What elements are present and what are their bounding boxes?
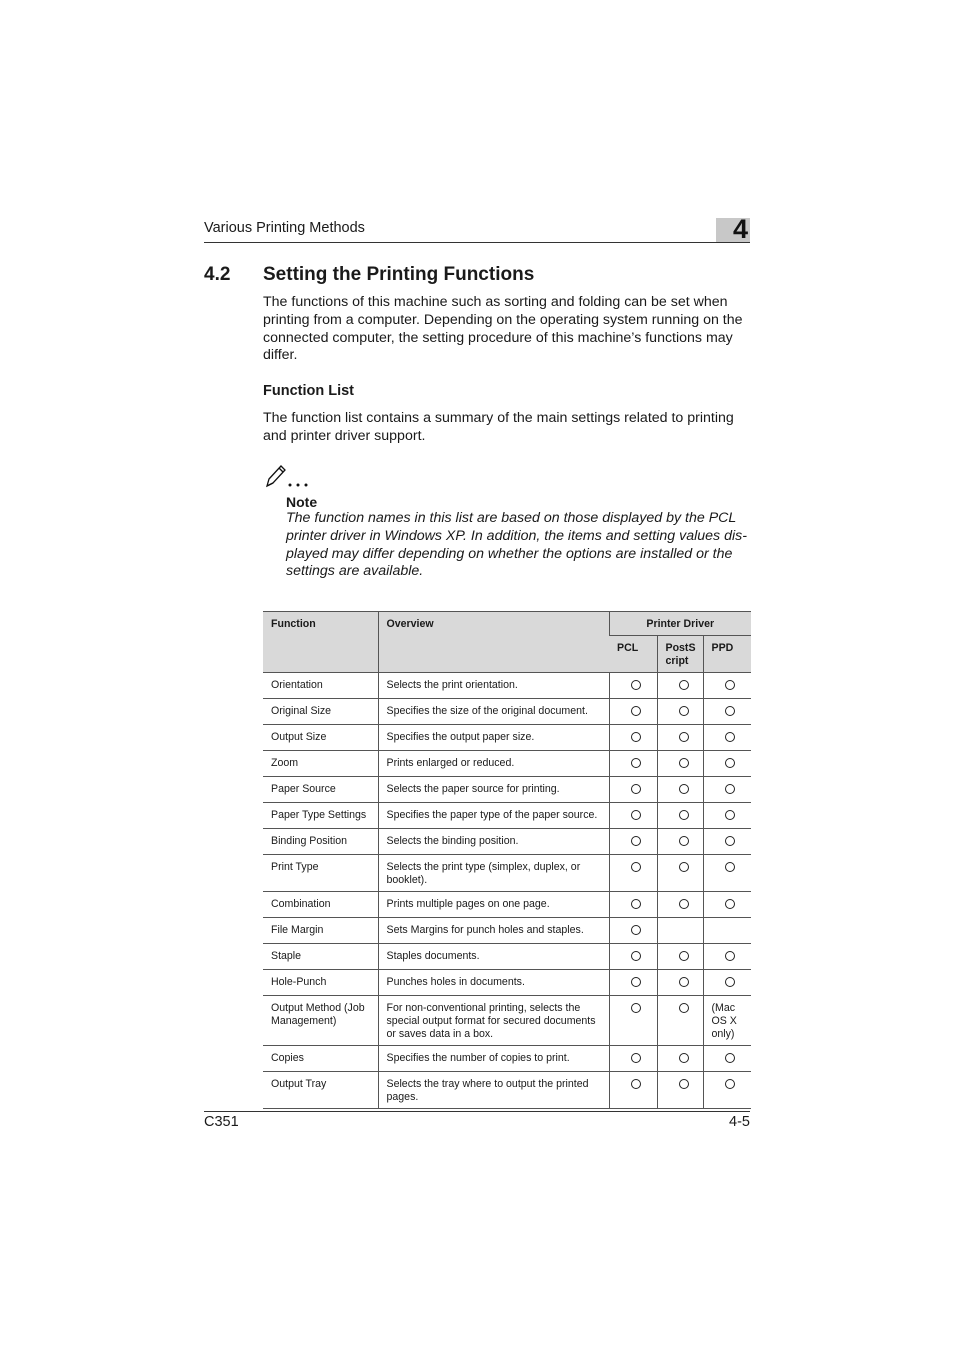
pcl-cell [609, 803, 657, 829]
overview-cell: Specifies the output paper size. [378, 725, 609, 751]
ppd-cell [703, 1046, 751, 1072]
circle-supported-icon [679, 1079, 689, 1089]
pcl-cell [609, 699, 657, 725]
header-overview: Overview [378, 612, 609, 673]
function-cell: Staple [263, 944, 378, 970]
circle-supported-icon [631, 810, 641, 820]
ppd-cell [703, 1072, 751, 1109]
circle-supported-icon [631, 784, 641, 794]
circle-supported-icon [725, 951, 735, 961]
ppd-cell [703, 944, 751, 970]
postscript-cell [657, 725, 703, 751]
overview-cell: Sets Margins for punch holes and staples. [378, 918, 609, 944]
circle-supported-icon [725, 1053, 735, 1063]
table-row [263, 892, 751, 918]
circle-supported-icon [679, 1003, 689, 1013]
function-cell: Hole-Punch [263, 970, 378, 996]
postscript-cell [657, 892, 703, 918]
note-text: The function names in this list are based on those displayed by the PCL printer driver in Windows XP. In addition, the items and setting values dis-played may differ depending on whether the options are installed or the settings are available. [286, 510, 747, 580]
function-cell: Output Tray [263, 1072, 378, 1109]
postscript-cell [657, 996, 703, 1046]
function-table [263, 611, 751, 1109]
ppd-cell [703, 970, 751, 996]
circle-supported-icon [679, 810, 689, 820]
ppd-cell [703, 751, 751, 777]
pcl-cell [609, 970, 657, 996]
function-cell: Print Type [263, 855, 378, 892]
circle-supported-icon [725, 758, 735, 768]
overview-cell: Selects the paper source for printing. [378, 777, 609, 803]
function-cell: Zoom [263, 751, 378, 777]
overview-cell: Selects the tray where to output the printed pages. [378, 1072, 609, 1109]
header-postscript: PostS cript [657, 636, 703, 673]
circle-supported-icon [725, 1079, 735, 1089]
postscript-cell [657, 829, 703, 855]
table-body [263, 673, 751, 1109]
circle-supported-icon [679, 1053, 689, 1063]
postscript-cell [657, 777, 703, 803]
table-row [263, 996, 751, 1046]
circle-supported-icon [725, 732, 735, 742]
pcl-cell [609, 1046, 657, 1072]
overview-cell: Selects the print type (simplex, duplex, or booklet). [378, 855, 609, 892]
overview-cell: Prints multiple pages on one page. [378, 892, 609, 918]
circle-supported-icon [631, 732, 641, 742]
pcl-cell [609, 673, 657, 699]
section-title: Setting the Printing Functions [263, 264, 535, 285]
circle-supported-icon [631, 680, 641, 690]
pcl-cell [609, 855, 657, 892]
circle-supported-icon [679, 862, 689, 872]
circle-supported-icon [679, 680, 689, 690]
ppd-cell [703, 725, 751, 751]
pcl-cell [609, 918, 657, 944]
header-pcl: PCL [609, 636, 657, 673]
circle-supported-icon [679, 836, 689, 846]
postscript-cell [657, 918, 703, 944]
header-function: Function [263, 612, 378, 673]
table-row [263, 803, 751, 829]
intro-paragraph: The functions of this machine such as sorting and folding can be set when printing from a computer. Depending on the operating system running on the connected computer, the setting procedure of this machine’s functions may differ. [263, 294, 743, 364]
ppd-cell [703, 699, 751, 725]
chapter-number: 4 [733, 214, 749, 244]
circle-supported-icon [631, 1079, 641, 1089]
circle-supported-icon [631, 899, 641, 909]
footer-model: C351 [204, 1114, 239, 1130]
header-title: Various Printing Methods [204, 220, 365, 236]
circle-supported-icon [725, 836, 735, 846]
footer-page: 4-5 [729, 1114, 750, 1130]
header-rule [204, 242, 750, 243]
circle-supported-icon [631, 836, 641, 846]
ppd-cell [703, 855, 751, 892]
overview-cell: Specifies the number of copies to print. [378, 1046, 609, 1072]
subsection-title: Function List [263, 383, 355, 399]
postscript-cell [657, 751, 703, 777]
overview-cell: Punches holes in documents. [378, 970, 609, 996]
circle-supported-icon [725, 784, 735, 794]
postscript-cell [657, 970, 703, 996]
postscript-cell [657, 803, 703, 829]
function-cell: Paper Source [263, 777, 378, 803]
circle-supported-icon [631, 706, 641, 716]
function-cell: Copies [263, 1046, 378, 1072]
table-row [263, 777, 751, 803]
table-row [263, 1072, 751, 1109]
circle-supported-icon [679, 899, 689, 909]
function-cell: Paper Type Settings [263, 803, 378, 829]
table-row [263, 918, 751, 944]
pcl-cell [609, 777, 657, 803]
circle-supported-icon [679, 951, 689, 961]
postscript-cell [657, 944, 703, 970]
circle-supported-icon [631, 1053, 641, 1063]
note-label: Note [286, 494, 318, 510]
circle-supported-icon [631, 925, 641, 935]
section-number: 4.2 [204, 264, 231, 285]
table-row [263, 944, 751, 970]
ppd-cell [703, 829, 751, 855]
pencil-note-icon [264, 462, 314, 490]
ppd-cell [703, 803, 751, 829]
table-row [263, 970, 751, 996]
pcl-cell [609, 829, 657, 855]
pcl-cell [609, 725, 657, 751]
pcl-cell [609, 751, 657, 777]
circle-supported-icon [725, 706, 735, 716]
function-cell: Output Method (Job Management) [263, 996, 378, 1046]
function-cell: Output Size [263, 725, 378, 751]
table-row [263, 673, 751, 699]
table-row [263, 829, 751, 855]
pcl-cell [609, 944, 657, 970]
overview-cell: For non-conventional printing, selects the special output format for secured documents or saves data in a box. [378, 996, 609, 1046]
table-row [263, 725, 751, 751]
ppd-cell: (Mac OS X only) [703, 996, 751, 1046]
ppd-cell [703, 892, 751, 918]
pcl-cell [609, 892, 657, 918]
circle-supported-icon [631, 862, 641, 872]
function-cell: File Margin [263, 918, 378, 944]
postscript-cell [657, 1072, 703, 1109]
pcl-cell [609, 996, 657, 1046]
header-printer-driver: Printer Driver [609, 612, 751, 636]
overview-cell: Specifies the paper type of the paper source. [378, 803, 609, 829]
circle-supported-icon [679, 706, 689, 716]
circle-supported-icon [631, 951, 641, 961]
circle-supported-icon [725, 680, 735, 690]
postscript-cell [657, 1046, 703, 1072]
table-row [263, 1046, 751, 1072]
footer-rule [204, 1111, 750, 1112]
overview-cell: Prints enlarged or reduced. [378, 751, 609, 777]
ppd-cell [703, 673, 751, 699]
table-row [263, 855, 751, 892]
postscript-cell [657, 699, 703, 725]
subsection-body: The function list contains a summary of the main settings related to printing and printer driver support. [263, 410, 734, 444]
circle-supported-icon [725, 862, 735, 872]
postscript-cell [657, 673, 703, 699]
function-cell: Binding Position [263, 829, 378, 855]
circle-supported-icon [725, 899, 735, 909]
function-cell: Orientation [263, 673, 378, 699]
ppd-cell [703, 777, 751, 803]
function-cell: Combination [263, 892, 378, 918]
circle-supported-icon [679, 758, 689, 768]
pcl-cell [609, 1072, 657, 1109]
circle-supported-icon [631, 1003, 641, 1013]
table-row [263, 751, 751, 777]
function-cell: Original Size [263, 699, 378, 725]
overview-cell: Selects the binding position. [378, 829, 609, 855]
overview-cell: Staples documents. [378, 944, 609, 970]
circle-supported-icon [631, 758, 641, 768]
postscript-cell [657, 855, 703, 892]
circle-supported-icon [679, 732, 689, 742]
ppd-cell [703, 918, 751, 944]
circle-supported-icon [725, 810, 735, 820]
circle-supported-icon [679, 977, 689, 987]
overview-cell: Selects the print orientation. [378, 673, 609, 699]
overview-cell: Specifies the size of the original document. [378, 699, 609, 725]
table-row [263, 699, 751, 725]
header-ppd: PPD [703, 636, 751, 673]
circle-supported-icon [631, 977, 641, 987]
circle-supported-icon [725, 977, 735, 987]
circle-supported-icon [679, 784, 689, 794]
